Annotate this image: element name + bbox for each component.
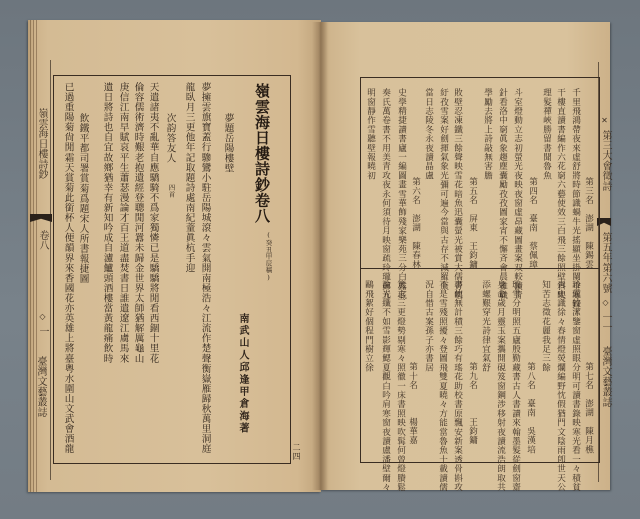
verse-column: 遺日將詩也自宜故鄉猶幸有新知吟成自濾鱸頭酒樓當黃龍痛飲時 bbox=[101, 82, 113, 364]
page-edge-line bbox=[36, 20, 37, 492]
verse-column: 已過重陽菊尙閒霜天賞菊此銜杯人便韻界來香國花亦英雄上將臺粵水圍山文武會酒龍 bbox=[62, 82, 74, 454]
diamond-ornament-icon: ◇ bbox=[38, 312, 47, 321]
verse-column: 鷗飛絮好個程門樹立徐 bbox=[363, 280, 374, 372]
left-spine-volume: 卷八 bbox=[37, 230, 48, 251]
rank-heading: 第五名 屏東 王鈞鏞 bbox=[467, 177, 478, 269]
verse-column: 倫容儒術濟時艱老抱遺經登聰閒河囂未歸金世界太師猶解厲龜山 bbox=[132, 82, 144, 364]
spine-rule bbox=[50, 60, 51, 480]
verse-column: 況自惜古案孫子亦書居 bbox=[423, 280, 434, 372]
verse-column: 身命歲月靈玉案攜開硯笈窗鋼涉移射夜讀流浩朗取共 bbox=[495, 280, 506, 492]
mark-icon: ✕ bbox=[600, 116, 609, 125]
page-edge-line bbox=[33, 20, 34, 492]
verse-column: 當日志陵冬永夜讀晶盧 bbox=[423, 88, 434, 180]
verse-column: 干樓直讀書編作六花窮六藝使效三白飛三餘照壁斜映 bbox=[555, 88, 566, 300]
left-spine-leaf: 一 bbox=[37, 326, 48, 337]
verse-column: 靑史識徐々春情燈熒爛編野忱假猶門文陰雨卽世天公 bbox=[555, 280, 566, 492]
poem-count-note: 四首 bbox=[167, 184, 176, 198]
verse-column: 敗壁忍凍鐵三餘聲映雪花暗魚迅囊螢光被賞大儒勞唱 bbox=[452, 88, 463, 300]
verse-column: 知苦志徵花麗我足三餘 bbox=[540, 280, 551, 372]
poem-title: 次韵答友人 bbox=[164, 113, 176, 164]
diamond-ornament-icon: ◇ bbox=[601, 298, 610, 307]
verse-column: 斗室燈動立志初螢光夜映夜窗虛昂藏圖畫案双較讀靑 bbox=[512, 88, 523, 300]
page-number: 二四 bbox=[292, 443, 301, 461]
verse-column: 不是雪殘照擾々登圖飛雙夏曉々方能當魯魚十載讀儒 bbox=[437, 280, 448, 492]
book-title: 嶺雲海日樓詩鈔卷八 bbox=[253, 83, 271, 224]
poem-title: 夢題岳陽樓壁 bbox=[222, 113, 234, 174]
verse-column: 玲瓏皎潔鑒窗虛照眼分明可讀書錄映寒光看一々積貧 bbox=[570, 280, 581, 492]
book-subtitle: (癸丑甲辰稿) bbox=[264, 231, 273, 282]
rank-heading: 第三名 澎湖 陳錫雲 bbox=[583, 177, 594, 269]
right-spine-title: 第三大會徵詩 bbox=[600, 130, 611, 192]
page-edge-line bbox=[30, 20, 31, 492]
verse-column: 庚信江南早賦哀平生蕭瑟漫論才百王道盡焚書日誰遣遼江虜馬來 bbox=[117, 82, 129, 364]
verse-column: 夢擁雲旗寶蓋行驂鸞小駐岳陽城滾々雲氣開南極浩々江流作楚聲衡嶽雁歸秋萬里洞庭 bbox=[199, 82, 211, 454]
verse-column: 理髮禪峽勝留書聞魯魚 bbox=[541, 88, 552, 180]
rank-heading: 第六名 澎湖 陳春林 bbox=[410, 177, 421, 269]
verse-column: 篤志三更燈勢剔寒々照徹一床書照映吹髯何曾燈賸鬆 bbox=[395, 280, 406, 492]
rank-heading: 第十名 楊華嘉 bbox=[407, 362, 418, 445]
rank-heading: 第八名 臺南 吳漢培 bbox=[525, 362, 536, 454]
verse-column: 奏氏萬卷書不用美青攻夜永何須待月映窗疏玲瓏郵五 bbox=[380, 88, 391, 300]
right-spine-issue: 第五年第六號 bbox=[600, 232, 611, 294]
rank-heading: 第七名 澎湖 陳月樵 bbox=[583, 362, 594, 454]
verse-column: 天遣諸夷不亂華自應驕騎不爲家獨憐已是驕驕將閒看西錮十里花 bbox=[147, 82, 159, 364]
verse-column: 千里飛鴻帶夜來虛舒將時節識蝸牛光搖顯坐掛闌垂寒鋒 bbox=[570, 88, 581, 309]
right-spine-leaf: 一一 bbox=[600, 312, 611, 333]
verse-column: 史學精捷讀書廬一編圖畫雪華飾殘家樂苑三分白露底 bbox=[396, 88, 407, 300]
left-spine-title: 嶺雲海日樓詩鈔 bbox=[36, 108, 47, 180]
verse-column: 論光纖不如雪影輝鰓夏觀白吟肩寒窗夜讀盧潘壁爾々 bbox=[380, 280, 391, 492]
left-spine-publication: 臺灣文藝叢誌 bbox=[35, 356, 46, 418]
verse-column: 璇雪分明照五廬殷勤藏書古人書讀來翰墨髮從劍窗齋 bbox=[510, 280, 521, 492]
rank-heading: 第九名 王鈞鏞 bbox=[467, 362, 478, 445]
right-spine-publication: 臺灣文藝叢誌 bbox=[600, 346, 611, 408]
verse-column: 添螺艱穿光詩律宜氣舒 bbox=[480, 280, 491, 372]
verse-column: 書使無計積三餘巧有瑤花助校書原飄安新案透骨斟攻 bbox=[452, 280, 463, 492]
rank-heading: 第四名 臺南 蔡佩璋 bbox=[527, 177, 538, 269]
author-line: 南武山人邱逢甲倉海著 bbox=[237, 313, 248, 435]
verse-column: 紆孜雪案好劍揮氣象光彌可遍今當與古存不減羅康 bbox=[438, 88, 449, 291]
poem-title: 飲鐵平都司署賞菊爲題宋人所書報捷圖 bbox=[77, 113, 89, 284]
verse-column: 針看洛中窮眞象趨塵囊勵孜孜圖家宵不懈斉會晨雞職 bbox=[497, 88, 508, 300]
verse-column: 學勵去將上詩敲無害膽 bbox=[482, 88, 493, 180]
book-gutter-shadow bbox=[312, 22, 328, 490]
verse-column: 龍臥月三更他年記取題詩處南紀蕫眞杭手迎 bbox=[183, 82, 195, 273]
verse-column: 明窗靜作雪聽壁報曉初 bbox=[365, 88, 376, 180]
